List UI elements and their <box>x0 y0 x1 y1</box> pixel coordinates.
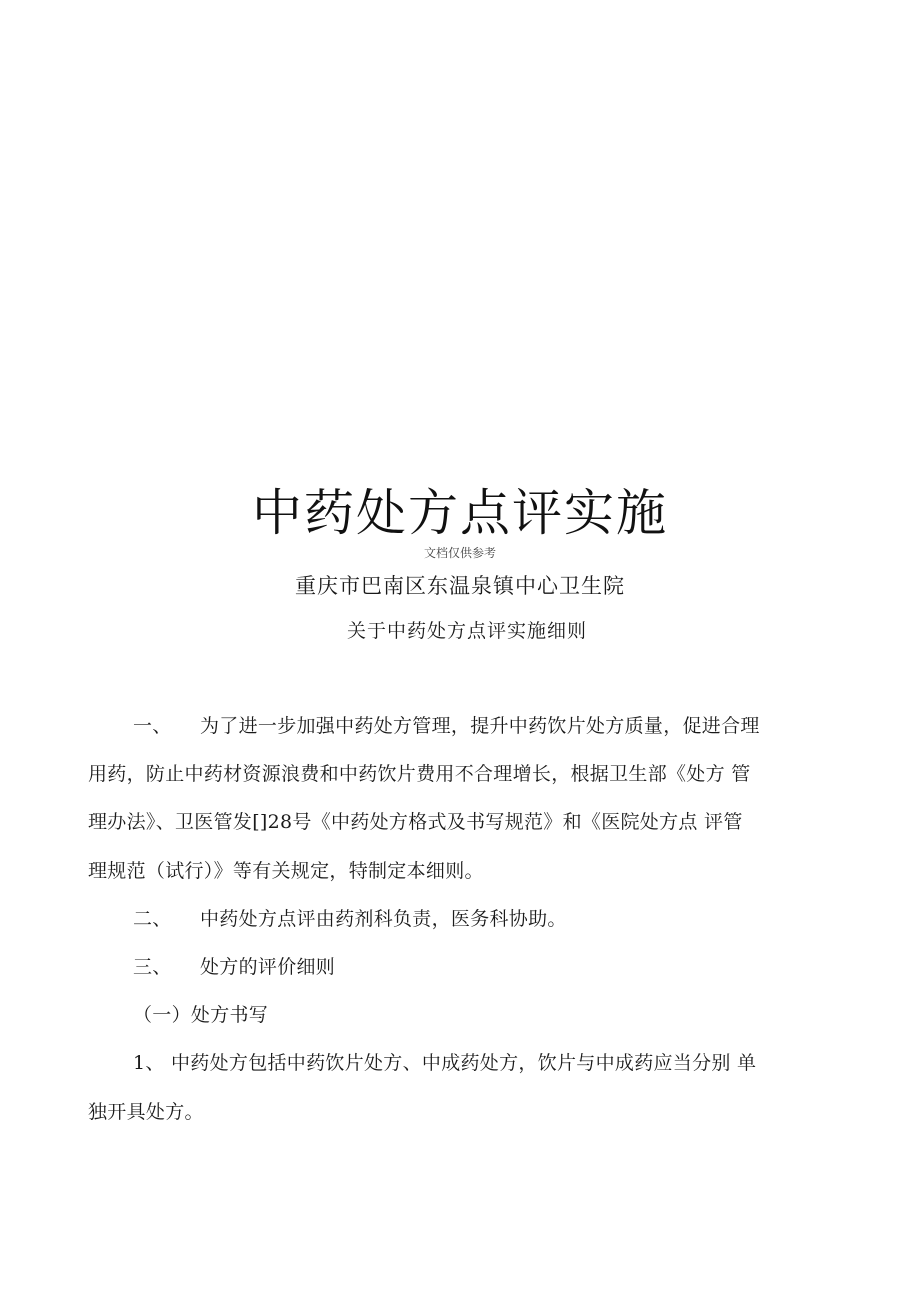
para2-text: 中药处方点评由药剂科负责，医务科协助。 <box>200 908 567 930</box>
para3-number: 三、 <box>133 956 172 978</box>
para2-number: 二、 <box>133 908 172 930</box>
para1-line3: 理办法》、卫医管发[]28号《中药处方格式及书写规范》和《医院处方点 评管 <box>88 811 743 833</box>
item1-line2: 独开具处方。 <box>88 1101 204 1123</box>
para1-line1: 为了进一步加强中药处方管理，提升中药饮片处方质量，促进合理 <box>200 715 760 737</box>
para1-line2: 用药，防止中药材资源浪费和中药饮片费用不合理增长，根据卫生部《处方 管 <box>88 763 751 785</box>
watermark-text: 文档仅供参考 <box>423 546 496 560</box>
document-subtitle: 关于中药处方点评实施细则 <box>347 620 588 642</box>
section1-heading: （一）处方书写 <box>133 1004 269 1026</box>
document-title: 中药处方点评实施 <box>252 484 668 542</box>
para1-number: 一、 <box>133 715 172 737</box>
hospital-name: 重庆市巴南区东温泉镇中心卫生院 <box>295 574 625 598</box>
para1-line4: 理规范（试行）》等有关规定，特制定本细则。 <box>88 860 484 882</box>
para3-text: 处方的评价细则 <box>200 956 336 978</box>
item1-number: 1、 <box>133 1052 165 1074</box>
item1-line1: 中药处方包括中药饮片处方、中成药处方，饮片与中成药应当分别 单 <box>171 1052 757 1074</box>
